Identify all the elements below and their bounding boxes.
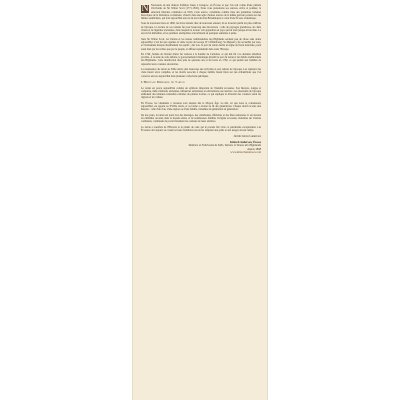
article-paragraph-4: En 1746, l'armée de Charles Stuart fut vaincue à la bataille de Culloden, ce qui mit fin à la dernière rébellion jacobite. À la suite de cette défaite, le gouvernement britannique interdit le port du tartan et des habits traditionnels des Highlands. Cette interdiction dura près de quarante ans et fut levée en 1782, ce qui permit aux familles de reprendre leurs couleurs ancestrales. (141, 52, 261, 66)
article-paragraph-8: De nos jours, le tartan est porté lors des mariages, des cérémonies officielles et des fêtes nationales. Il est devenu un emblème reconnu dans le monde entier, et de nombreuses familles d'origine écossaise, installées sur d'autres continents, continuent de porter fièrement les couleurs de leurs ancêtres. (141, 113, 261, 124)
article-paragraph-1 (141, 4, 261, 20)
article-strip (132, 0, 268, 400)
drop-cap: N (141, 3, 149, 14)
publisher-since: depuis 1868 (247, 147, 261, 151)
publisher-name: Kinloch Anderson, Écosse (229, 140, 261, 144)
article-column (141, 4, 261, 155)
publisher-website-link[interactable]: www.kinlochanderson.com (230, 151, 261, 154)
author-signature: Deirdre Kinloch Anderson (233, 135, 261, 139)
article-paragraph-6: Le tartan est perçu aujourd'hui comme un symbole important de l'identité écossaise. Son histoire, longue et complexe, mêle traditions anciennes, influences extérieures et réinventions successives. Les tisserands de l'époque utilisaient des teintures naturelles extraites de plantes locales, ce qui explique la diversité des couleurs selon les régions et les vallées. (141, 86, 261, 100)
article-paragraph-5: La renaissance du tartan au XIXe siècle doit beaucoup aux écrivains et aux artistes de l'époque. Les registres des clans furent alors compilés, et les motifs associés à chaque famille furent fixés sur des échantillons que l'on conserve encore aujourd'hui dans plusieurs collections publiques. (141, 68, 261, 78)
publisher-footer (141, 141, 261, 155)
section-subheading: L'Héritage Mémoriel du Tartan (141, 79, 185, 84)
article-paragraph-9: Le tartan a toutefois de l'Histoire et le plaisir de ceux qui le portent fait vivre ce patrimoine exceptionnel. Les Écossais ont toujours su conserver leurs traditions tout en les adaptant aux goûts et aux usages de leur temps. (141, 125, 261, 132)
paragraph-text: Nouveaux en une maison d'édition basée à Glasgow, en Écosse et que l'on sait connu d'une pléiade d'écrivains de Sir Walter Scott (1771-1832). Nous vous présentons ses œuvres, écrits et poèmes; la sélection littéraire commence en 1816. Cette œuvre, considérée comme l'une des premières romanes historiques de la littérature occidentale, s'inscrit dans une série d'autres œuvres de la même période portées sur des thèmes semblables, qui font aujourd'hui encore du nord des Îles Britanniques le cœur d'une Écosse romantique. (141, 4, 261, 21)
article-paragraph-3: Sans Sir Walter Scott, les Tartans et les tenues traditionnelles des Highlands seraient peu de chose sans doute aujourd'hui. C'est lui qui organisa la visite royale de George IV à Édimbourg. Sa Majesté y fut accueillie par tous, et l'événement marqua durablement les esprits ; dès lors, le port du tartan devint un signe de fierté nationale, porté aussi bien par les nobles que par le peuple, et diffusé rapidement dans toute l'Europe. (141, 37, 261, 51)
publisher-role: Tailleurs et Fabricants de Kilts, Tartans et Tenues des Highlands (188, 144, 261, 147)
article-paragraph-2: Sous de nouveaux titres en 1860, les livres étaient chez de nouveaux auteurs; ils se trouvent parmi les plus célèbres de l'époque. La lecture de ces romans fut pour beaucoup une découverte : celle de paysages grandioses, de clans rivaux et de légendes anciennes, dans lesquels le lecteur voit apparaître un pays qui lui était jusque-là inconnu. Le succès fut immédiat, et les premiers exemplaires s'arrachèrent en quelques semaines à peine. (141, 22, 261, 36)
article-paragraph-7: En Écosse, les vêtements à carreaux sont attestés dès le Moyen Âge. Le kilt, tel que nous le connaissons aujourd'hui, est apparu au XVIIIe siècle, et sa forme a évolué au fil des générations. Chaque motif raconte une histoire : celle d'un clan, d'une région ou d'une famille, transmise de génération en génération. (141, 101, 261, 112)
